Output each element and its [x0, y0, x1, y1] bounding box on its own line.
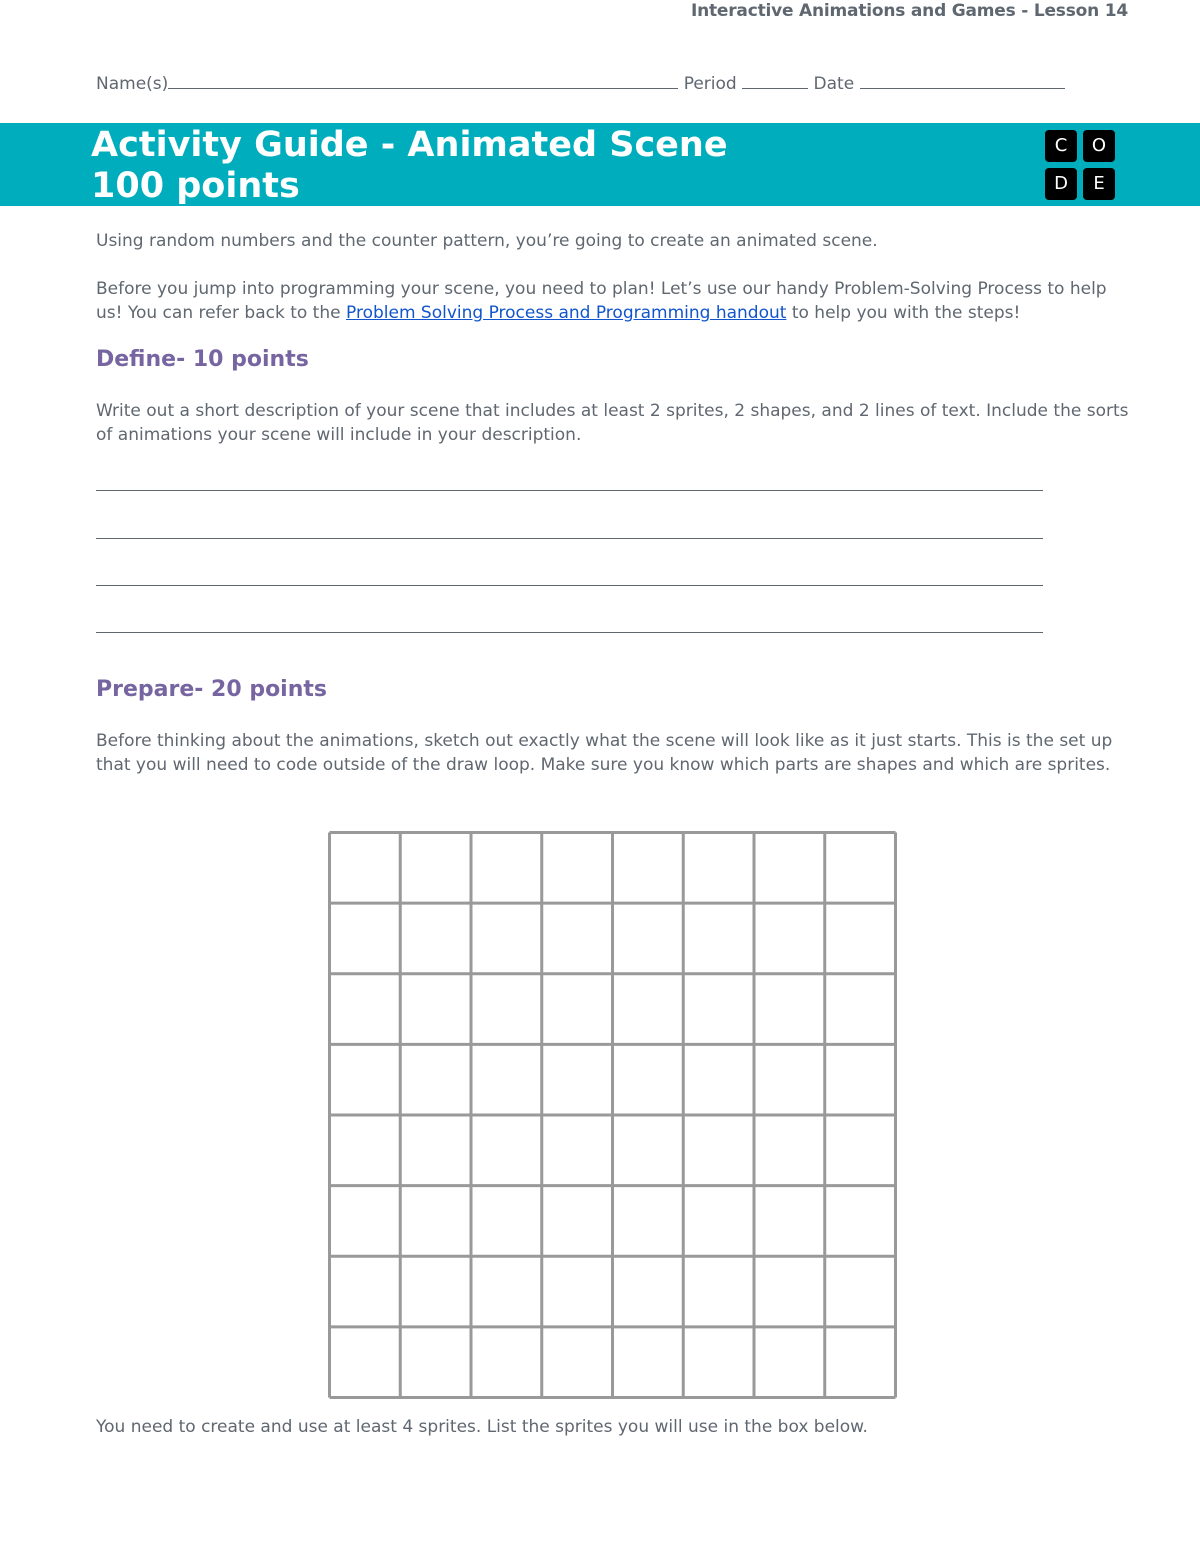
intro-paragraph-1: Using random numbers and the counter pattern, you’re going to create an animated scene.: [96, 231, 878, 251]
prepare-heading: Prepare- 20 points: [96, 677, 327, 702]
page-title: [91, 125, 728, 207]
intro-paragraph-2: [96, 277, 1136, 325]
write-line[interactable]: [96, 585, 1043, 586]
write-line[interactable]: [96, 490, 1043, 491]
logo-letter-o: O: [1083, 130, 1115, 162]
name-label: Name(s): [96, 74, 169, 94]
page-title-line-1: Activity Guide - Animated Scene: [91, 125, 728, 165]
define-instructions: Write out a short description of your scene that includes at least 2 sprites, 2 shapes, and 2 lines of text. Include the sorts of animations your scene will include in your description.: [96, 401, 1129, 445]
name-field[interactable]: [168, 72, 678, 89]
problem-solving-handout-link[interactable]: Problem Solving Process and Programming handout: [346, 303, 787, 323]
period-field[interactable]: [742, 72, 808, 89]
title-banner: [0, 123, 1200, 206]
write-line[interactable]: [96, 632, 1043, 633]
define-heading: Define- 10 points: [96, 347, 309, 372]
logo-letter-c: C: [1045, 130, 1077, 162]
code-logo: [1045, 130, 1117, 202]
intro-paragraph-2-text-a: Before you jump into programming your scene, you need to plan! Let’s use our handy Problem-Solving Process to help us! You can refer back to the: [96, 279, 1107, 323]
course-lesson-title: Interactive Animations and Games - Lesson 14: [690, 1, 1128, 21]
logo-letter-e: E: [1083, 168, 1115, 200]
date-field[interactable]: [860, 72, 1065, 89]
prepare-instructions: Before thinking about the animations, sketch out exactly what the scene will look like as it just starts. This is the set up that you will need to code outside of the draw loop. Make sure you know which parts are shapes and which are sprites.: [96, 731, 1113, 775]
period-label: Period: [683, 74, 737, 94]
sprites-instructions: You need to create and use at least 4 sprites. List the sprites you will use in the box below.: [96, 1417, 868, 1437]
name-period-date-row: [96, 72, 1065, 94]
date-label: Date: [813, 74, 855, 94]
logo-letter-d: D: [1045, 168, 1077, 200]
write-line[interactable]: [96, 538, 1043, 539]
intro-paragraph-2-text-b: to help you with the steps!: [786, 303, 1021, 323]
page-title-line-2: 100 points: [91, 166, 300, 206]
sketch-grid[interactable]: [328, 831, 897, 1399]
